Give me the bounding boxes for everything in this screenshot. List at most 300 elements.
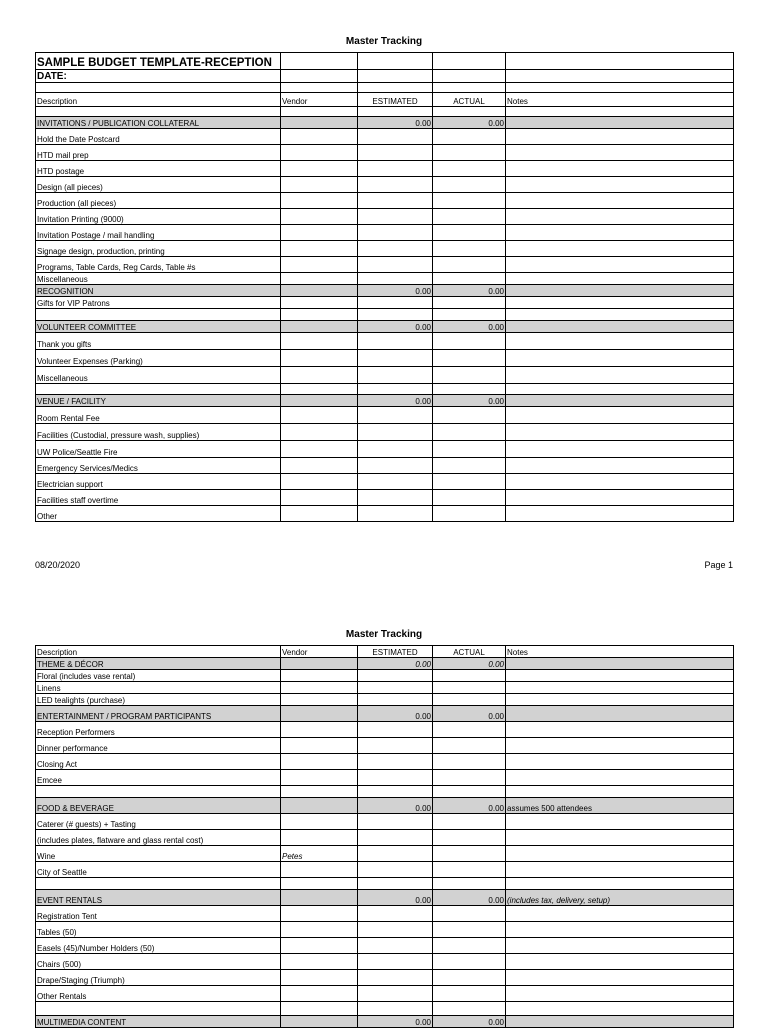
description-cell xyxy=(36,309,281,321)
header-row xyxy=(36,646,734,658)
notes-cell xyxy=(506,193,734,209)
estimated-cell xyxy=(358,474,433,490)
table-row xyxy=(36,862,734,878)
table-row xyxy=(36,922,734,938)
description-cell xyxy=(36,384,281,395)
actual-cell xyxy=(433,273,506,285)
table-row xyxy=(36,474,734,490)
notes-cell xyxy=(506,922,734,938)
actual-cell xyxy=(433,814,506,830)
vendor-cell xyxy=(281,770,358,786)
estimated-cell xyxy=(358,209,433,225)
description-cell: Linens xyxy=(36,682,281,694)
notes-cell xyxy=(506,129,734,145)
estimated-cell xyxy=(358,738,433,754)
description-cell: INVITATIONS / PUBLICATION COLLATERAL xyxy=(36,117,281,129)
vendor-cell xyxy=(281,1002,358,1016)
actual-cell xyxy=(433,161,506,177)
estimated-cell xyxy=(358,506,433,522)
vendor-cell xyxy=(281,424,358,441)
vendor-cell xyxy=(281,830,358,846)
actual-cell: 0.00 xyxy=(433,395,506,407)
table-row xyxy=(36,384,734,395)
header-row xyxy=(36,93,734,107)
table-row xyxy=(36,297,734,309)
actual-cell xyxy=(433,333,506,350)
vendor-cell xyxy=(281,682,358,694)
vendor-cell xyxy=(281,384,358,395)
vendor-cell xyxy=(281,694,358,706)
notes-cell xyxy=(506,367,734,384)
table-row xyxy=(36,193,734,209)
estimated-cell xyxy=(358,846,433,862)
description-cell: Volunteer Expenses (Parking) xyxy=(36,350,281,367)
vendor-cell xyxy=(281,786,358,798)
notes-cell xyxy=(506,938,734,954)
vendor-cell xyxy=(281,177,358,193)
estimated-cell xyxy=(358,273,433,285)
notes-cell xyxy=(506,830,734,846)
description-cell: THEME & DÉCOR xyxy=(36,658,281,670)
estimated-cell xyxy=(358,367,433,384)
budget-table-page2 xyxy=(35,645,734,1028)
vendor-cell xyxy=(281,954,358,970)
estimated-cell: 0.00 xyxy=(358,1016,433,1028)
actual-cell xyxy=(433,786,506,798)
description-cell: Miscellaneous xyxy=(36,273,281,285)
description-cell: LED tealights (purchase) xyxy=(36,694,281,706)
estimated-cell xyxy=(358,830,433,846)
vendor-cell xyxy=(281,257,358,273)
table-row xyxy=(36,53,734,70)
table-row xyxy=(36,407,734,424)
description-cell: Programs, Table Cards, Reg Cards, Table #s xyxy=(36,257,281,273)
vendor-cell xyxy=(281,367,358,384)
description-cell xyxy=(36,83,281,93)
actual-cell xyxy=(433,193,506,209)
actual-cell xyxy=(433,407,506,424)
actual-cell xyxy=(433,424,506,441)
table-row xyxy=(36,830,734,846)
notes-cell xyxy=(506,786,734,798)
section-row xyxy=(36,285,734,297)
actual-cell: 0.00 xyxy=(433,706,506,722)
table-row xyxy=(36,770,734,786)
actual-cell xyxy=(433,209,506,225)
notes-cell xyxy=(506,407,734,424)
estimated-cell xyxy=(358,193,433,209)
section-row xyxy=(36,706,734,722)
actual-cell xyxy=(433,83,506,93)
notes-cell xyxy=(506,506,734,522)
estimated-cell xyxy=(358,297,433,309)
table-row xyxy=(36,225,734,241)
description-cell: Easels (45)/Number Holders (50) xyxy=(36,938,281,954)
section-row xyxy=(36,798,734,814)
notes-cell xyxy=(506,297,734,309)
section-row xyxy=(36,658,734,670)
notes-cell xyxy=(506,161,734,177)
actual-cell xyxy=(433,257,506,273)
description-cell: Caterer (# guests) + Tasting xyxy=(36,814,281,830)
estimated-cell xyxy=(358,257,433,273)
vendor-cell xyxy=(281,407,358,424)
estimated-cell xyxy=(358,70,433,83)
actual-cell xyxy=(433,954,506,970)
description-cell: SAMPLE BUDGET TEMPLATE-RECEPTION xyxy=(36,53,281,70)
estimated-cell xyxy=(358,670,433,682)
description-cell: UW Police/Seattle Fire xyxy=(36,441,281,458)
vendor-cell xyxy=(281,670,358,682)
description-cell: Emcee xyxy=(36,770,281,786)
table-row xyxy=(36,694,734,706)
section-row xyxy=(36,117,734,129)
notes-cell xyxy=(506,906,734,922)
estimated-cell xyxy=(358,682,433,694)
vendor-cell xyxy=(281,129,358,145)
actual-cell xyxy=(433,350,506,367)
vendor-cell xyxy=(281,458,358,474)
table-row xyxy=(36,490,734,506)
notes-cell xyxy=(506,241,734,257)
description-cell: Emergency Services/Medics xyxy=(36,458,281,474)
table-row xyxy=(36,682,734,694)
actual-cell xyxy=(433,738,506,754)
actual-cell xyxy=(433,145,506,161)
notes-cell xyxy=(506,53,734,70)
estimated-cell xyxy=(358,350,433,367)
notes-cell xyxy=(506,333,734,350)
actual-cell: 0.00 xyxy=(433,1016,506,1028)
table-row xyxy=(36,309,734,321)
table-row xyxy=(36,83,734,93)
table-row xyxy=(36,107,734,117)
vendor-cell: Petes xyxy=(281,846,358,862)
estimated-cell xyxy=(358,107,433,117)
estimated-cell xyxy=(358,225,433,241)
notes-cell xyxy=(506,209,734,225)
vendor-cell xyxy=(281,395,358,407)
actual-cell: 0.00 xyxy=(433,658,506,670)
notes-cell xyxy=(506,722,734,738)
estimated-cell: 0.00 xyxy=(358,798,433,814)
actual-cell xyxy=(433,970,506,986)
vendor-cell xyxy=(281,738,358,754)
estimated-cell xyxy=(358,862,433,878)
vendor-cell xyxy=(281,814,358,830)
actual-cell xyxy=(433,922,506,938)
estimated-cell xyxy=(358,53,433,70)
vendor-cell xyxy=(281,107,358,117)
estimated-cell xyxy=(358,694,433,706)
description-cell: Wine xyxy=(36,846,281,862)
table-row xyxy=(36,145,734,161)
actual-cell xyxy=(433,938,506,954)
estimated-cell xyxy=(358,384,433,395)
estimated-cell: 0.00 xyxy=(358,890,433,906)
notes-cell xyxy=(506,474,734,490)
notes-cell xyxy=(506,658,734,670)
notes-cell xyxy=(506,986,734,1002)
vendor-cell xyxy=(281,117,358,129)
notes-cell xyxy=(506,321,734,333)
vendor-cell xyxy=(281,309,358,321)
vendor-cell xyxy=(281,706,358,722)
notes-cell xyxy=(506,954,734,970)
estimated-cell xyxy=(358,458,433,474)
table-row xyxy=(36,161,734,177)
estimated-cell xyxy=(358,161,433,177)
vendor-cell xyxy=(281,986,358,1002)
page1-title: Master Tracking xyxy=(345,36,423,47)
actual-cell: ACTUAL xyxy=(433,646,506,658)
vendor-cell xyxy=(281,878,358,890)
notes-cell xyxy=(506,706,734,722)
description-cell: Other Rentals xyxy=(36,986,281,1002)
description-cell: Electrician support xyxy=(36,474,281,490)
notes-cell xyxy=(506,384,734,395)
actual-cell xyxy=(433,70,506,83)
vendor-cell xyxy=(281,193,358,209)
description-cell: Signage design, production, printing xyxy=(36,241,281,257)
vendor-cell xyxy=(281,890,358,906)
vendor-cell xyxy=(281,970,358,986)
actual-cell xyxy=(433,830,506,846)
table-row xyxy=(36,754,734,770)
notes-cell xyxy=(506,670,734,682)
table-row xyxy=(36,938,734,954)
print-date: 08/20/2020 xyxy=(35,560,81,570)
actual-cell xyxy=(433,670,506,682)
description-cell xyxy=(36,786,281,798)
notes-cell xyxy=(506,70,734,83)
notes-cell xyxy=(506,490,734,506)
vendor-cell xyxy=(281,285,358,297)
actual-cell xyxy=(433,384,506,395)
actual-cell xyxy=(433,1002,506,1016)
description-cell xyxy=(36,878,281,890)
vendor-cell xyxy=(281,145,358,161)
estimated-cell xyxy=(358,83,433,93)
actual-cell xyxy=(433,441,506,458)
vendor-cell xyxy=(281,862,358,878)
description-cell: Chairs (500) xyxy=(36,954,281,970)
estimated-cell xyxy=(358,970,433,986)
actual-cell xyxy=(433,367,506,384)
description-cell: Other xyxy=(36,506,281,522)
vendor-cell xyxy=(281,798,358,814)
table-row xyxy=(36,273,734,285)
estimated-cell xyxy=(358,722,433,738)
table-row xyxy=(36,257,734,273)
notes-cell: assumes 500 attendees xyxy=(506,798,734,814)
estimated-cell: 0.00 xyxy=(358,321,433,333)
table-row xyxy=(36,814,734,830)
page2-title: Master Tracking xyxy=(345,629,423,640)
estimated-cell xyxy=(358,424,433,441)
page-number: Page 1 xyxy=(704,560,733,570)
estimated-cell xyxy=(358,309,433,321)
notes-cell xyxy=(506,878,734,890)
description-cell: MULTIMEDIA CONTENT xyxy=(36,1016,281,1028)
actual-cell xyxy=(433,694,506,706)
vendor-cell xyxy=(281,754,358,770)
table-row xyxy=(36,441,734,458)
section-row xyxy=(36,395,734,407)
estimated-cell xyxy=(358,954,433,970)
actual-cell: 0.00 xyxy=(433,890,506,906)
description-cell: Gifts for VIP Patrons xyxy=(36,297,281,309)
estimated-cell: ESTIMATED xyxy=(358,93,433,107)
actual-cell xyxy=(433,722,506,738)
description-cell: Registration Tent xyxy=(36,906,281,922)
description-cell: HTD postage xyxy=(36,161,281,177)
estimated-cell xyxy=(358,814,433,830)
actual-cell xyxy=(433,241,506,257)
table-row xyxy=(36,424,734,441)
estimated-cell xyxy=(358,1002,433,1016)
estimated-cell xyxy=(358,333,433,350)
table-row xyxy=(36,906,734,922)
table-row xyxy=(36,878,734,890)
notes-cell xyxy=(506,458,734,474)
description-cell: Floral (includes vase rental) xyxy=(36,670,281,682)
actual-cell xyxy=(433,682,506,694)
description-cell: Miscellaneous xyxy=(36,367,281,384)
description-cell: Thank you gifts xyxy=(36,333,281,350)
actual-cell xyxy=(433,770,506,786)
description-cell: Closing Act xyxy=(36,754,281,770)
description-cell: Tables (50) xyxy=(36,922,281,938)
description-cell: Description xyxy=(36,93,281,107)
vendor-cell xyxy=(281,225,358,241)
actual-cell xyxy=(433,490,506,506)
actual-cell xyxy=(433,129,506,145)
description-cell: Facilities staff overtime xyxy=(36,490,281,506)
budget-table-page1 xyxy=(35,52,734,522)
estimated-cell: 0.00 xyxy=(358,706,433,722)
estimated-cell: 0.00 xyxy=(358,117,433,129)
description-cell xyxy=(36,107,281,117)
vendor-cell xyxy=(281,922,358,938)
notes-cell xyxy=(506,1002,734,1016)
notes-cell xyxy=(506,225,734,241)
vendor-cell xyxy=(281,53,358,70)
notes-cell xyxy=(506,350,734,367)
section-row xyxy=(36,321,734,333)
estimated-cell xyxy=(358,938,433,954)
section-row xyxy=(36,1016,734,1028)
actual-cell: 0.00 xyxy=(433,321,506,333)
table-row xyxy=(36,333,734,350)
vendor-cell xyxy=(281,83,358,93)
notes-cell xyxy=(506,441,734,458)
description-cell: (includes plates, flatware and glass rental cost) xyxy=(36,830,281,846)
table-row xyxy=(36,209,734,225)
table-row xyxy=(36,367,734,384)
description-cell: ENTERTAINMENT / PROGRAM PARTICIPANTS xyxy=(36,706,281,722)
vendor-cell xyxy=(281,441,358,458)
table-row xyxy=(36,241,734,257)
description-cell: Invitation Printing (9000) xyxy=(36,209,281,225)
estimated-cell xyxy=(358,878,433,890)
description-cell: FOOD & BEVERAGE xyxy=(36,798,281,814)
table-row xyxy=(36,177,734,193)
table-row xyxy=(36,846,734,862)
notes-cell xyxy=(506,770,734,786)
vendor-cell xyxy=(281,350,358,367)
estimated-cell xyxy=(358,129,433,145)
table-row xyxy=(36,986,734,1002)
vendor-cell xyxy=(281,161,358,177)
notes-cell xyxy=(506,694,734,706)
description-cell: Hold the Date Postcard xyxy=(36,129,281,145)
vendor-cell: Vendor xyxy=(281,646,358,658)
description-cell: VOLUNTEER COMMITTEE xyxy=(36,321,281,333)
actual-cell xyxy=(433,309,506,321)
vendor-cell xyxy=(281,241,358,257)
table-row xyxy=(36,350,734,367)
vendor-cell xyxy=(281,658,358,670)
estimated-cell xyxy=(358,754,433,770)
notes-cell xyxy=(506,682,734,694)
description-cell: Description xyxy=(36,646,281,658)
notes-cell: Notes xyxy=(506,93,734,107)
vendor-cell: Vendor xyxy=(281,93,358,107)
actual-cell xyxy=(433,458,506,474)
vendor-cell xyxy=(281,70,358,83)
notes-cell xyxy=(506,814,734,830)
notes-cell xyxy=(506,257,734,273)
description-cell: Dinner performance xyxy=(36,738,281,754)
table-row xyxy=(36,738,734,754)
notes-cell xyxy=(506,83,734,93)
estimated-cell xyxy=(358,145,433,161)
notes-cell xyxy=(506,395,734,407)
estimated-cell xyxy=(358,490,433,506)
notes-cell xyxy=(506,177,734,193)
vendor-cell xyxy=(281,209,358,225)
actual-cell xyxy=(433,846,506,862)
estimated-cell xyxy=(358,407,433,424)
notes-cell xyxy=(506,1016,734,1028)
actual-cell xyxy=(433,878,506,890)
notes-cell xyxy=(506,117,734,129)
actual-cell xyxy=(433,906,506,922)
actual-cell xyxy=(433,297,506,309)
description-cell: Invitation Postage / mail handling xyxy=(36,225,281,241)
vendor-cell xyxy=(281,490,358,506)
notes-cell xyxy=(506,754,734,770)
estimated-cell xyxy=(358,786,433,798)
estimated-cell: 0.00 xyxy=(358,285,433,297)
notes-cell xyxy=(506,862,734,878)
description-cell: Facilities (Custodial, pressure wash, supplies) xyxy=(36,424,281,441)
description-cell: DATE: xyxy=(36,70,281,83)
section-row xyxy=(36,890,734,906)
vendor-cell xyxy=(281,474,358,490)
table-row xyxy=(36,722,734,738)
description-cell: Drape/Staging (Triumph) xyxy=(36,970,281,986)
table-row xyxy=(36,786,734,798)
vendor-cell xyxy=(281,273,358,285)
table-row xyxy=(36,970,734,986)
actual-cell xyxy=(433,107,506,117)
table-row xyxy=(36,670,734,682)
notes-cell xyxy=(506,309,734,321)
table-row xyxy=(36,506,734,522)
description-cell: RECOGNITION xyxy=(36,285,281,297)
